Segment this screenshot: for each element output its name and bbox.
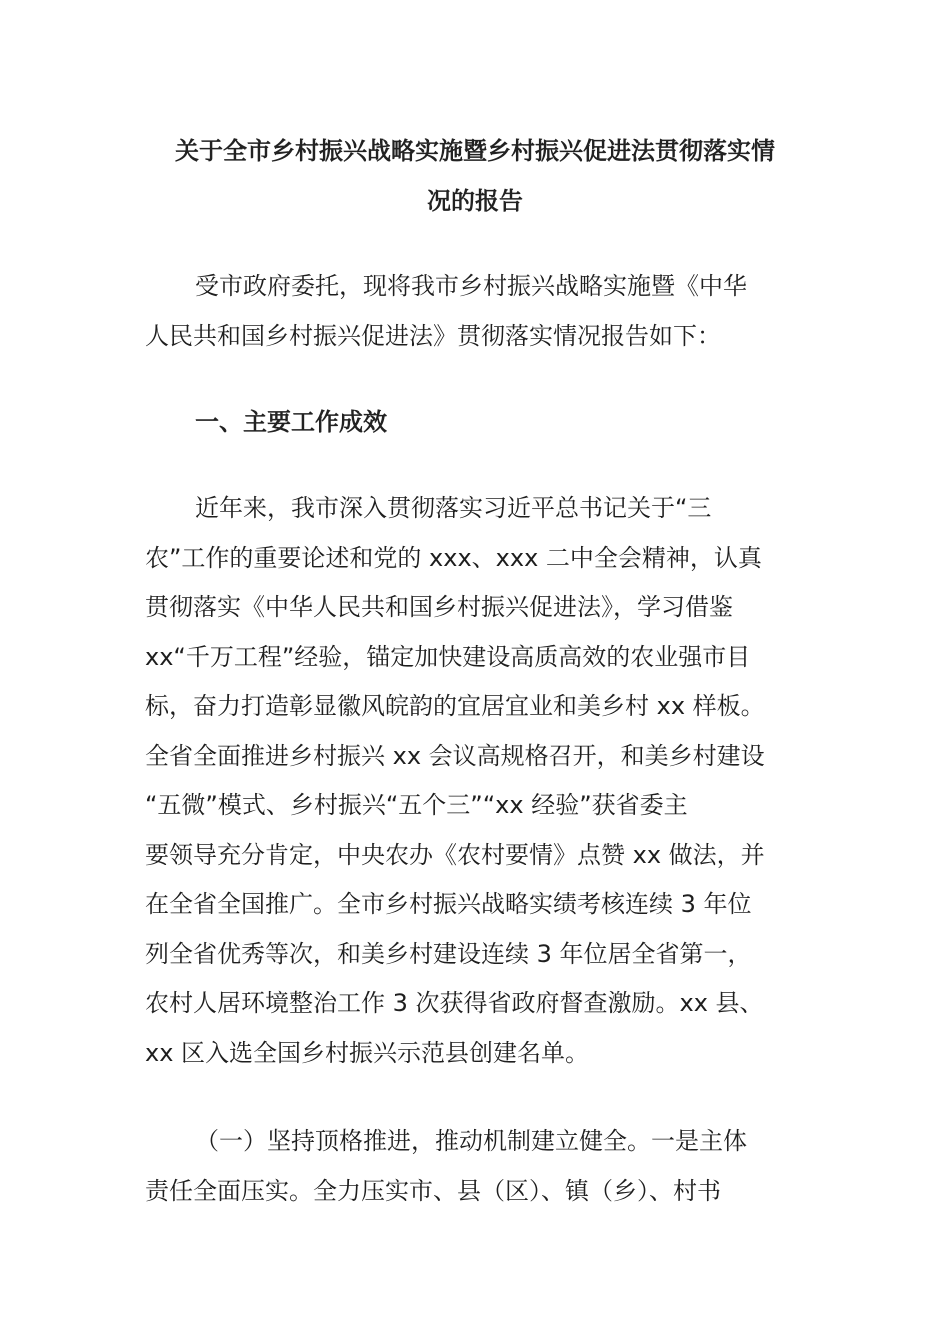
title-line-2: 况的报告 <box>427 187 523 215</box>
paragraph2-line-1: （一）坚持顶格推进，推动机制建立健全。一是主体 <box>195 1127 747 1155</box>
paragraph1-line-7: “五微”模式、乡村振兴“五个三”“xx 经验”获省委主 <box>145 791 688 819</box>
title-line-1: 关于全市乡村振兴战略实施暨乡村振兴促进法贯彻落实情 <box>175 137 775 165</box>
paragraph1-line-4: xx“千万工程”经验，锚定加快建设高质高效的农业强市目 <box>145 642 751 671</box>
paragraph1-line-3: 贯彻落实《中华人民共和国乡村振兴促进法》，学习借鉴 <box>145 593 733 621</box>
intro-paragraph <box>145 262 815 361</box>
paragraph-achievements <box>145 484 815 1078</box>
paragraph1-line-10: 列全省优秀等次，和美乡村建设连续 3 年位居全省第一， <box>145 939 752 968</box>
paragraph1-line-6: 全省全面推进乡村振兴 xx 会议高规格召开，和美乡村建设 <box>145 741 765 770</box>
section-heading: 一、主要工作成效 <box>195 408 387 436</box>
paragraph1-line-8: 要领导充分肯定，中央农办《农村要情》点赞 xx 做法，并 <box>145 840 765 869</box>
paragraph1-line-5: 标，奋力打造彰显徽风皖韵的宜居宜业和美乡村 xx 样板。 <box>145 692 765 720</box>
document-title <box>145 126 805 226</box>
paragraph-mechanism <box>145 1117 815 1216</box>
paragraph1-line-11: 农村人居环境整治工作 3 次获得省政府督查激励。xx 县、 <box>145 989 764 1017</box>
paragraph1-line-9: 在全省全国推广。全市乡村振兴战略实绩考核连续 3 年位 <box>145 890 752 918</box>
paragraph1-line-1: 近年来，我市深入贯彻落实习近平总书记关于“三 <box>195 494 712 522</box>
paragraph1-line-2: 农”工作的重要论述和党的 xxx、xxx 二中全会精神，认真 <box>145 543 762 572</box>
paragraph1-line-12: xx 区入选全国乡村振兴示范县创建名单。 <box>145 1038 590 1067</box>
paragraph2-line-2: 责任全面压实。全力压实市、县（区）、镇（乡）、村书 <box>145 1176 721 1205</box>
intro-line-2: 人民共和国乡村振兴促进法》贯彻落实情况报告如下： <box>145 321 721 350</box>
intro-line-1: 受市政府委托，现将我市乡村振兴战略实施暨《中华 <box>195 272 747 300</box>
